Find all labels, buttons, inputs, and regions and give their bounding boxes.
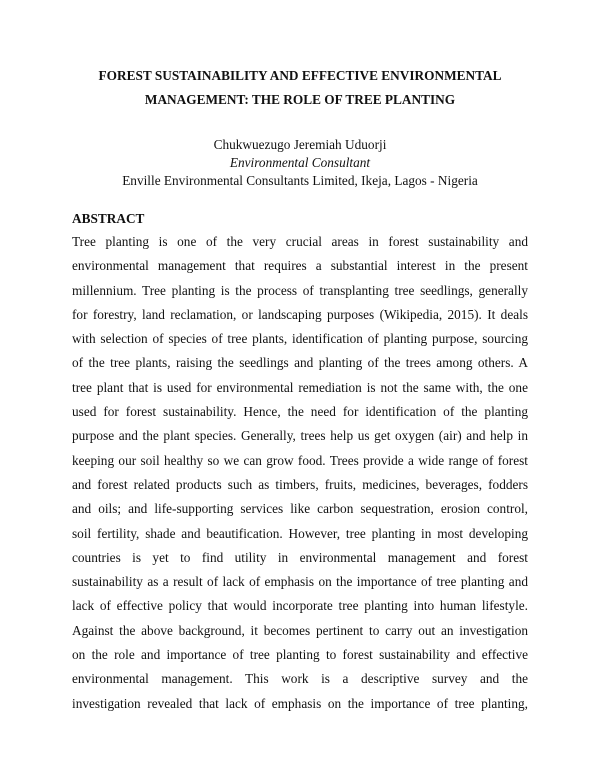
abstract-line: environmental management. This work is a descriptive survey and the bbox=[72, 671, 528, 687]
document-page bbox=[72, 64, 528, 716]
abstract-line: environmental management that requires a substantial interest in the present bbox=[72, 258, 528, 274]
abstract-line: countries is yet to find utility in environmental management and forest bbox=[72, 549, 528, 565]
abstract-line: sustainability as a result of lack of emphasis on the importance of tree planting and bbox=[72, 574, 528, 590]
author-affiliation: Enville Environmental Consultants Limited, Ikeja, Lagos - Nigeria bbox=[122, 173, 478, 188]
abstract-line: keeping our soil healthy so we can grow food. Trees provide a wide range of forest bbox=[72, 452, 528, 468]
abstract-line: investigation revealed that lack of emphasis on the importance of tree planting, bbox=[72, 695, 528, 711]
abstract-line: tree plant that is used for environmental remediation is not the same with, the one bbox=[72, 379, 528, 395]
abstract-heading: ABSTRACT bbox=[72, 211, 145, 226]
abstract-body bbox=[72, 230, 528, 716]
abstract-line: purpose and the plant species. Generally, trees help us get oxygen (air) and help in bbox=[72, 428, 528, 444]
abstract-line: of the tree plants, raising the seedlings and planting of the trees among others. A bbox=[72, 355, 528, 371]
abstract-line: and oils; and life-supporting services like carbon sequestration, erosion control, bbox=[72, 501, 528, 517]
abstract-line: used for forest sustainability. Hence, the need for identification of the planting bbox=[72, 404, 528, 420]
paper-title-line-1: FOREST SUSTAINABILITY AND EFFECTIVE ENVIRONMENTAL bbox=[98, 68, 502, 83]
abstract-line: with selection of species of tree plants, identification of planting purpose, sourcing bbox=[72, 331, 528, 347]
abstract-line: Tree planting is one of the very crucial areas in forest sustainability and bbox=[72, 234, 528, 249]
abstract-line: soil fertility, shade and beautification. However, tree planting in most developing bbox=[72, 525, 528, 541]
author-block bbox=[72, 136, 528, 190]
author-name: Chukwuezugo Jeremiah Uduorji bbox=[213, 137, 387, 152]
abstract-line: and forest related products such as timbers, fruits, medicines, beverages, fodders bbox=[72, 476, 528, 492]
paper-title-line-2: MANAGEMENT: THE ROLE OF TREE PLANTING bbox=[144, 92, 456, 107]
abstract-line: Against the above background, it becomes pertinent to carry out an investigation bbox=[72, 622, 528, 638]
abstract-line: for forestry, land reclamation, or landscaping purposes (Wikipedia, 2015). It deals bbox=[72, 306, 528, 322]
abstract-line: lack of effective policy that would incorporate tree planting into human lifestyle. bbox=[72, 598, 528, 614]
abstract-line: millennium. Tree planting is the process of transplanting tree seedlings, generally bbox=[72, 282, 528, 298]
abstract-line: on the role and importance of tree planting to forest sustainability and effective bbox=[72, 647, 528, 663]
author-role: Environmental Consultant bbox=[229, 155, 371, 170]
